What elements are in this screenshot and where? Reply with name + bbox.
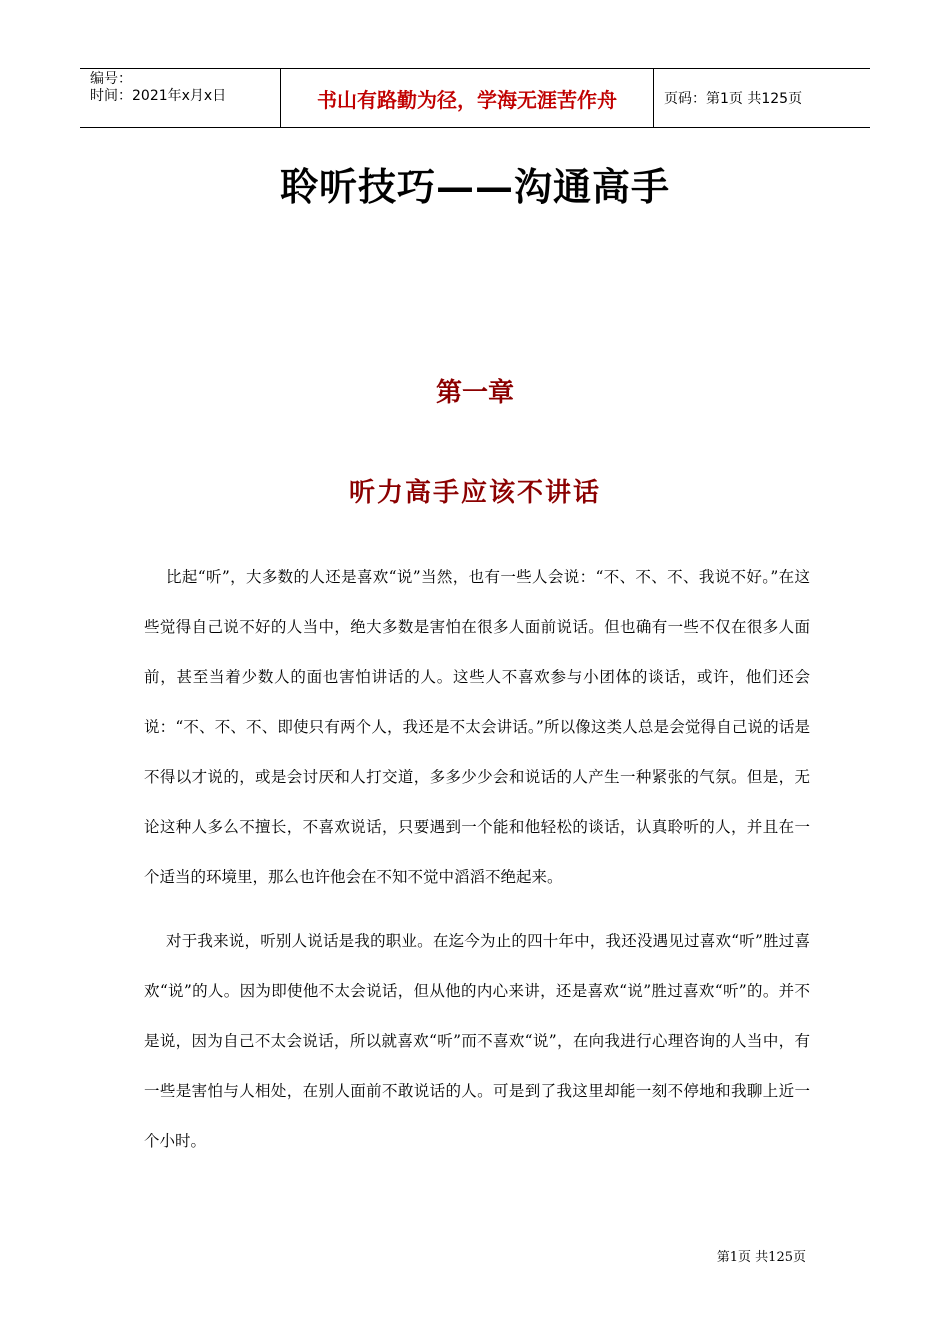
body-paragraph: 对于我来说，听别人说话是我的职业。在迄今为止的四十年中，我还没遇见过喜欢“听”胜过喜欢“说”的人。因为即使他不太会说话，但从他的内心来讲，还是喜欢“说”胜过喜欢“听”的。并不是说，因为自己不太会说话，所以就喜欢“听”而不喜欢“说”，在向我进行心理咨询的人当中，有一些是害怕与人相处，在别人面前不敢说话的人。可是到了我这里却能一刻不停地和我聊上近一个小时。 xyxy=(144,932,810,1150)
header-meta-cell xyxy=(80,69,281,127)
body-paragraph: 比起“听”，大多数的人还是喜欢“说”当然，也有一些人会说：“不、不、不、我说不好。”在这些觉得自己说不好的人当中，绝大多数是害怕在很多人面前说话。但也确有一些不仅在很多人面前，甚至当着少数人的面也害怕讲话的人。这些人不喜欢参与小团体的谈话，或许，他们还会说：“不、不、不、即使只有两个人，我还是不太会讲话。”所以像这类人总是会觉得自己说的话是不得以才说的，或是会讨厌和人打交道，多多少少会和说话的人产生一种紧张的气氛。但是，无论这种人多么不擅长，不喜欢说话，只要遇到一个能和他轻松的谈话，认真聆听的人，并且在一个适当的环境里，那么也许他会在不知不觉中滔滔不绝起来。 xyxy=(144,568,810,886)
serial-label: 编号： xyxy=(90,71,132,87)
chapter-title: 听力高手应该不讲话 xyxy=(348,478,601,508)
header-motto-cell xyxy=(281,69,654,127)
motto-text: 书山有路勤为径，学海无涯苦作舟 xyxy=(317,87,617,112)
time-label: 时间：2021年x月x日 xyxy=(90,88,227,104)
header-page-info: 页码：第1页 共125页 xyxy=(664,91,803,107)
page-header xyxy=(80,68,870,128)
document-title: 聆听技巧——沟通高手 xyxy=(279,164,670,209)
chapter-heading: 第一章 xyxy=(435,378,514,408)
header-page-cell xyxy=(654,69,870,127)
page-footer: 第1页 共125页 xyxy=(716,1250,806,1265)
